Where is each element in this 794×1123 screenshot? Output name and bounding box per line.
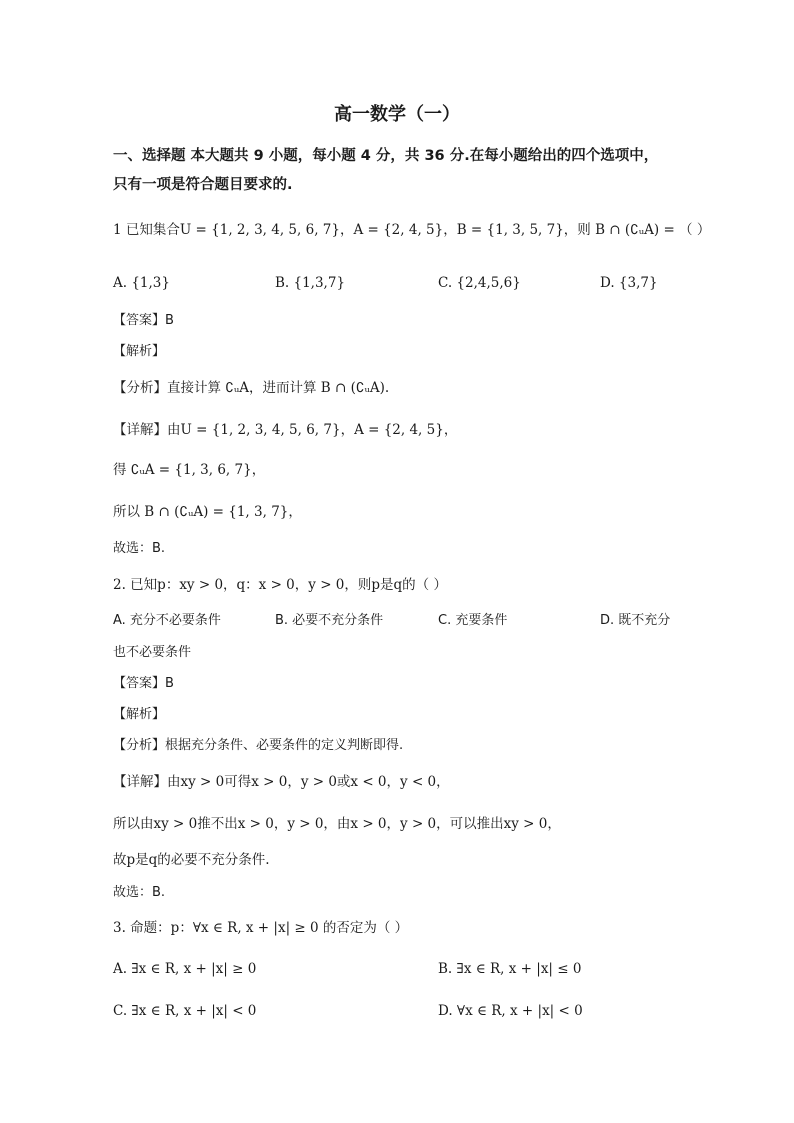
q1-option-d: D. {3,7} (600, 275, 658, 291)
q2-detail-3: 故p是q的必要不充分条件. (113, 852, 270, 868)
page-title: 高一数学（一） (334, 104, 460, 125)
q2-conclusion: 故选：B. (113, 885, 166, 900)
q3-stem: 3. 命题：p：∀x ∈ R, x + |x| ≥ 0 的否定为（ ） (113, 920, 409, 936)
q1-stem: 1 已知集合U = {1, 2, 3, 4, 5, 6, 7}，A = {2, 4, 5}，B = {1, 3, 5, 7}，则 B ∩ (∁ᵤA) = （ ） (113, 222, 711, 238)
q2-answer: 【答案】B (113, 676, 174, 691)
q1-answer: 【答案】B (113, 313, 174, 328)
q1-option-c: C. {2,4,5,6} (438, 275, 521, 291)
q2-fenxi: 【分析】根据充分条件、必要条件的定义判断即得. (113, 738, 404, 753)
q1-fenxi: 【分析】直接计算 ∁ᵤA，进而计算 B ∩ (∁ᵤA). (113, 380, 390, 396)
q1-option-b: B. {1,3,7} (275, 275, 346, 291)
q2-detail-1: 【详解】由xy > 0可得x > 0，y > 0或x < 0，y < 0， (113, 774, 450, 790)
q3-option-b: B. ∃x ∈ R, x + |x| ≤ 0 (438, 961, 582, 977)
q3-option-c: C. ∃x ∈ R, x + |x| < 0 (113, 1003, 257, 1019)
q2-stem: 2. 已知p：xy > 0，q：x > 0，y > 0，则p是q的（ ） (113, 577, 447, 593)
q1-analysis-tag: 【解析】 (113, 344, 166, 359)
q2-option-d-continued: 也不必要条件 (113, 645, 192, 660)
q1-conclusion: 故选：B. (113, 541, 166, 556)
section-heading-line2: 只有一项是符合题目要求的. (113, 177, 293, 193)
q2-detail-2: 所以由xy > 0推不出x > 0，y > 0，由x > 0，y > 0，可以推出xy > 0， (113, 816, 561, 832)
section-heading-line1: 一、选择题 本大题共 9 小题，每小题 4 分，共 36 分.在每小题给出的四个选项中， (113, 148, 659, 164)
q3-option-a: A. ∃x ∈ R, x + |x| ≥ 0 (113, 961, 257, 977)
q2-option-a: A. 充分不必要条件 (113, 613, 221, 628)
q1-detail-2: 得 ∁ᵤA = {1, 3, 6, 7}， (113, 462, 266, 478)
q2-option-d: D. 既不充分 (600, 613, 671, 628)
q1-detail-1: 【详解】由U = {1, 2, 3, 4, 5, 6, 7}，A = {2, 4, 5}， (113, 422, 458, 438)
q2-option-b: B. 必要不充分条件 (275, 613, 384, 628)
q2-analysis-tag: 【解析】 (113, 707, 166, 722)
q3-option-d: D. ∀x ∈ R, x + |x| < 0 (438, 1003, 583, 1019)
q1-option-a: A. {1,3} (113, 275, 170, 291)
q1-detail-3: 所以 B ∩ (∁ᵤA) = {1, 3, 7}， (113, 504, 302, 520)
q2-option-c: C. 充要条件 (438, 613, 508, 628)
